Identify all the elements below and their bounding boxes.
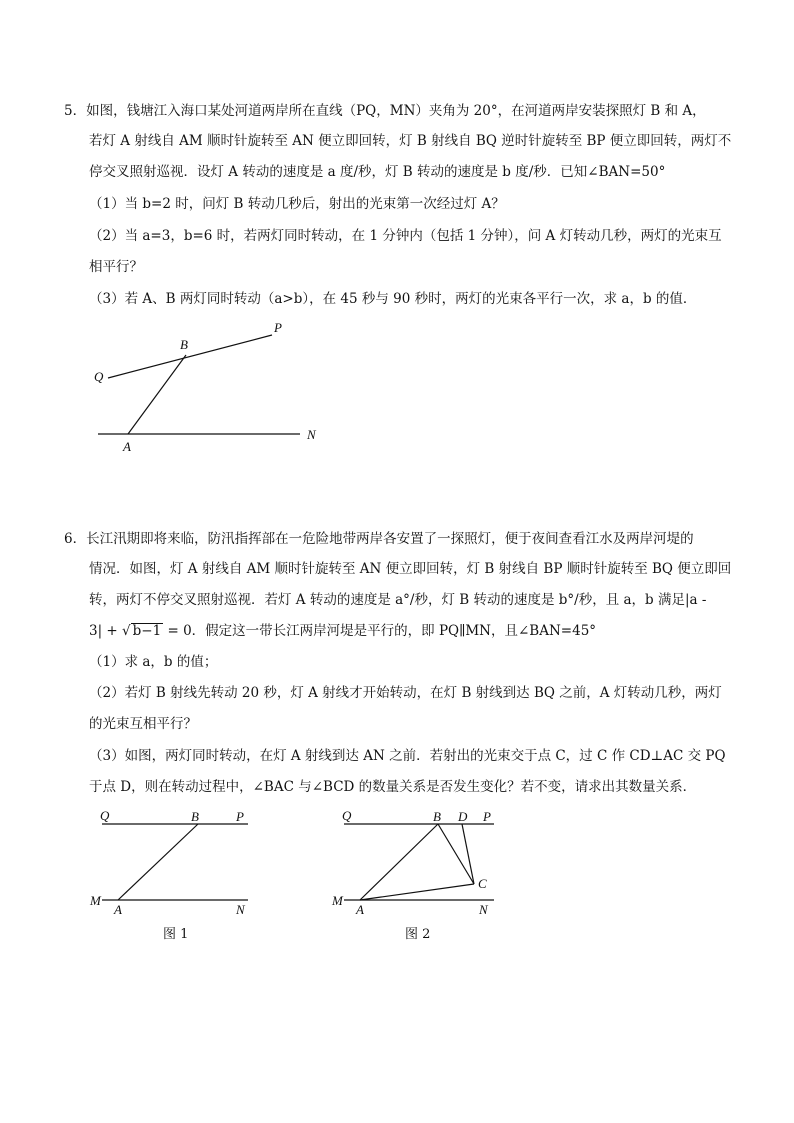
segment-AB bbox=[360, 824, 438, 900]
label-N: N bbox=[236, 902, 245, 917]
q6-figure-1 bbox=[86, 806, 266, 918]
segment-BA bbox=[128, 355, 186, 434]
label-B: B bbox=[433, 809, 441, 824]
label-A: A bbox=[356, 902, 364, 917]
q5-line-3: 停交叉照射巡视．设灯 A 转动的速度是 a 度/秒，灯 B 转动的速度是 b 度/秒．已知∠BAN=50° bbox=[89, 164, 666, 180]
q5-sub-1: （1）当 b=2 时，问灯 B 转动几秒后，射出的光束第一次经过灯 A？ bbox=[89, 196, 505, 212]
label-M: M bbox=[332, 893, 343, 908]
label-D: D bbox=[458, 809, 468, 824]
q6-line-4-post: = 0．假定这一带长江两岸河堤是平行的，即 PQ∥MN，且∠BAN=45° bbox=[163, 623, 597, 639]
sqrt-radicand: b−1 bbox=[132, 623, 162, 639]
label-N: N bbox=[307, 427, 316, 442]
q5-sub-3: （3）若 A、B 两灯同时转动（a>b），在 45 秒与 90 秒时，两灯的光束各平行一次，求 a，b 的值． bbox=[89, 291, 697, 307]
label-M: M bbox=[90, 893, 101, 908]
label-A: A bbox=[114, 902, 122, 917]
q6-line-3: 转，两灯不停交叉照射巡视．若灯 A 转动的速度是 a°/秒，灯 B 转动的速度是 b°/秒，且 a，b 满足|a - bbox=[89, 592, 707, 608]
label-B: B bbox=[191, 809, 199, 824]
label-N: N bbox=[479, 902, 488, 917]
label-Q: Q bbox=[94, 369, 104, 384]
q6-line-4-pre: 3| + bbox=[89, 623, 123, 639]
q6-line-4 bbox=[89, 621, 596, 641]
label-C: C bbox=[478, 876, 487, 891]
label-B: B bbox=[180, 337, 188, 352]
q6-sub-2b: 的光束互相平行？ bbox=[89, 716, 197, 732]
q6-line-1: 6．长江汛期即将来临，防汛指挥部在一危险地带两岸各安置了一探照灯，便于夜间查看江水及两岸河堤的 bbox=[64, 531, 694, 547]
figure-2-caption: 图 2 bbox=[405, 927, 431, 942]
q6-sub-2a: （2）若灯 B 射线先转动 20 秒，灯 A 射线才开始转动，在灯 B 射线到达 BQ 之前，A 灯转动几秒，两灯 bbox=[89, 685, 722, 701]
q6-sub-3a: （3）如图，两灯同时转动，在灯 A 射线到达 AN 之前．若射出的光束交于点 C，过 C 作 CD⊥AC 交 PQ bbox=[89, 748, 726, 764]
label-P: P bbox=[483, 809, 491, 824]
q6-line-2: 情况．如图，灯 A 射线自 AM 顺时针旋转至 AN 便立即回转，灯 B 射线自 BP 顺时针旋转至 BQ 便立即回 bbox=[89, 561, 732, 577]
q5-sub-2b: 相平行？ bbox=[89, 259, 143, 275]
q5-figure bbox=[80, 315, 340, 460]
label-Q: Q bbox=[342, 808, 352, 823]
q5-line-2: 若灯 A 射线自 AM 顺时针旋转至 AN 便立即回转，灯 B 射线自 BQ 逆时针旋转至 BP 便立即回转，两灯不 bbox=[89, 133, 732, 149]
segment-AB bbox=[118, 824, 198, 900]
figure-1-caption: 图 1 bbox=[163, 927, 189, 942]
line-QP bbox=[108, 335, 272, 378]
label-Q: Q bbox=[100, 808, 110, 823]
label-P: P bbox=[236, 809, 244, 824]
label-P: P bbox=[274, 320, 282, 335]
segment-AC bbox=[360, 884, 474, 900]
q6-sub-3b: 于点 D，则在转动过程中，∠BAC 与∠BCD 的数量关系是否发生变化？若不变，请求出其数量关系． bbox=[89, 779, 697, 795]
q5-line-1: 5．如图，钱塘江入海口某处河道两岸所在直线（PQ，MN）夹角为 20°，在河道两岸安装探照灯 B 和 A， bbox=[64, 103, 706, 119]
q5-sub-2a: （2）当 a=3，b=6 时，若两灯同时转动，在 1 分钟内（包括 1 分钟），问 A 灯转动几秒，两灯的光束互 bbox=[89, 228, 722, 244]
q6-sub-1: （1）求 a，b 的值； bbox=[89, 654, 218, 670]
sqrt-sign: √ bbox=[122, 623, 131, 639]
label-A: A bbox=[123, 439, 131, 454]
q6-figure-2 bbox=[328, 806, 508, 918]
